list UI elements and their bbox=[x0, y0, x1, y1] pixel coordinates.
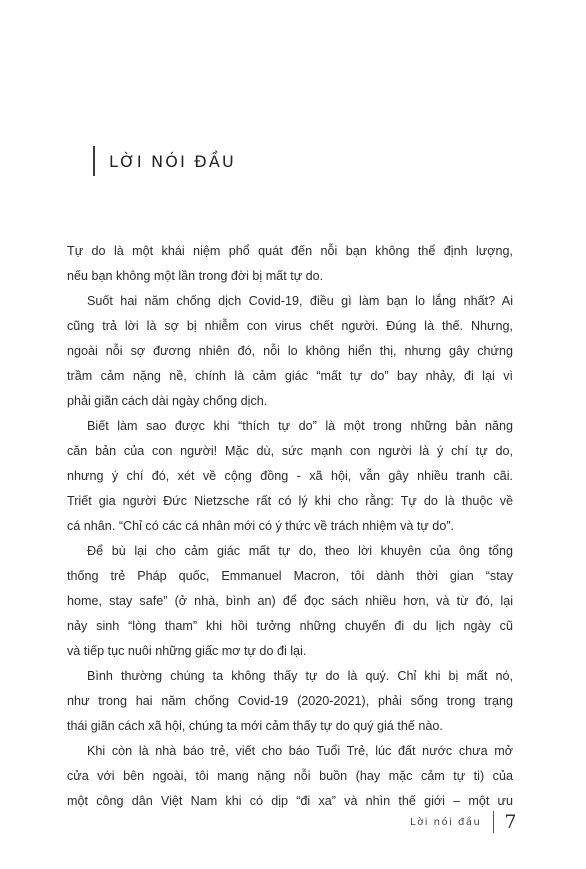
paragraph bbox=[67, 239, 513, 289]
text-line: cũng trả lời là sợ bị nhiễm con virus chết người. Đúng là thế. Nhưng, bbox=[67, 319, 513, 333]
paragraph bbox=[67, 739, 513, 814]
text-line: Triết gia người Đức Nietzsche rất có lý khi cho rằng: Tự do là thuộc về bbox=[67, 494, 513, 508]
text-line: căn bản của con người! Mặc dù, sức mạnh con người là ý chí tự do, bbox=[67, 444, 513, 458]
text-line: và tiếp tục nuôi những giấc mơ tự do đi lại. bbox=[67, 644, 307, 658]
text-line: một công dân Việt Nam khi có dịp “đi xa” và nhìn thế giới – một ưu bbox=[67, 794, 513, 808]
text-line: như trong hai năm chống Covid-19 (2020-2021), phải sống trong trạng bbox=[67, 694, 513, 708]
text-line: Suốt hai năm chống dịch Covid-19, điều gì làm bạn lo lắng nhất? Ai bbox=[87, 294, 513, 308]
page-footer bbox=[410, 809, 516, 835]
text-line: trầm cảm nặng nề, chính là cảm giác “mất tự do” bay nhảy, đi lại vì bbox=[67, 369, 513, 383]
text-line: phải giãn cách dài ngày chống dịch. bbox=[67, 394, 268, 408]
paragraph bbox=[67, 289, 513, 414]
text-line: ngoài nỗi sợ đương nhiên đó, nỗi lo không hiển thị, nhưng gây chứng bbox=[67, 344, 513, 358]
text-line: nảy sinh “lòng tham” khi hồi tưởng những chuyến đi du lịch ngày cũ bbox=[67, 619, 513, 633]
text-line: thái giãn cách xã hội, chúng ta mới cảm thấy tự do quý giá thế nào. bbox=[67, 719, 443, 733]
chapter-title: LỜI NÓI ĐẦU bbox=[109, 151, 236, 171]
text-line: thống trẻ Pháp quốc, Emmanuel Macron, tôi dành thời gian “stay bbox=[67, 569, 513, 583]
text-line: Để bù lại cho cảm giác mất tự do, theo lời khuyên của ông tổng bbox=[87, 544, 513, 558]
text-line: home, stay safe” (ở nhà, bình an) để đọc sách nhiều hơn, và từ đó, lại bbox=[67, 594, 513, 608]
text-line: Tự do là một khái niệm phổ quát đến nỗi bạn không thể định lượng, bbox=[67, 244, 513, 258]
footer-separator bbox=[493, 811, 494, 833]
body-text bbox=[67, 239, 513, 814]
paragraph bbox=[67, 414, 513, 539]
text-line: Khi còn là nhà báo trẻ, viết cho báo Tuổi Trẻ, lúc đất nước chưa mở bbox=[87, 744, 513, 758]
text-line: cá nhân. “Chỉ có các cá nhân mới có ý thức về trách nhiệm và tự do”. bbox=[67, 519, 455, 533]
chapter-heading bbox=[93, 146, 236, 176]
paragraph bbox=[67, 539, 513, 664]
text-line: nhưng ý chí đó, xét về cộng đồng - xã hội, vẫn gây nhiều tranh cãi. bbox=[67, 469, 513, 483]
text-line: Bình thường chúng ta không thấy tự do là quý. Chỉ khi bị mất nó, bbox=[87, 669, 513, 683]
running-title: Lời nói đầu bbox=[410, 816, 482, 828]
page-number: 7 bbox=[504, 811, 517, 833]
text-line: cửa với bên ngoài, tôi mang nặng nỗi buồn (hay mặc cảm tự ti) của bbox=[67, 769, 513, 783]
paragraph bbox=[67, 664, 513, 739]
text-line: nếu bạn không một lần trong đời bị mất tự do. bbox=[67, 269, 324, 283]
heading-rule bbox=[93, 146, 95, 176]
text-line: Biết làm sao được khi “thích tự do” là một trong những bản năng bbox=[87, 419, 513, 433]
